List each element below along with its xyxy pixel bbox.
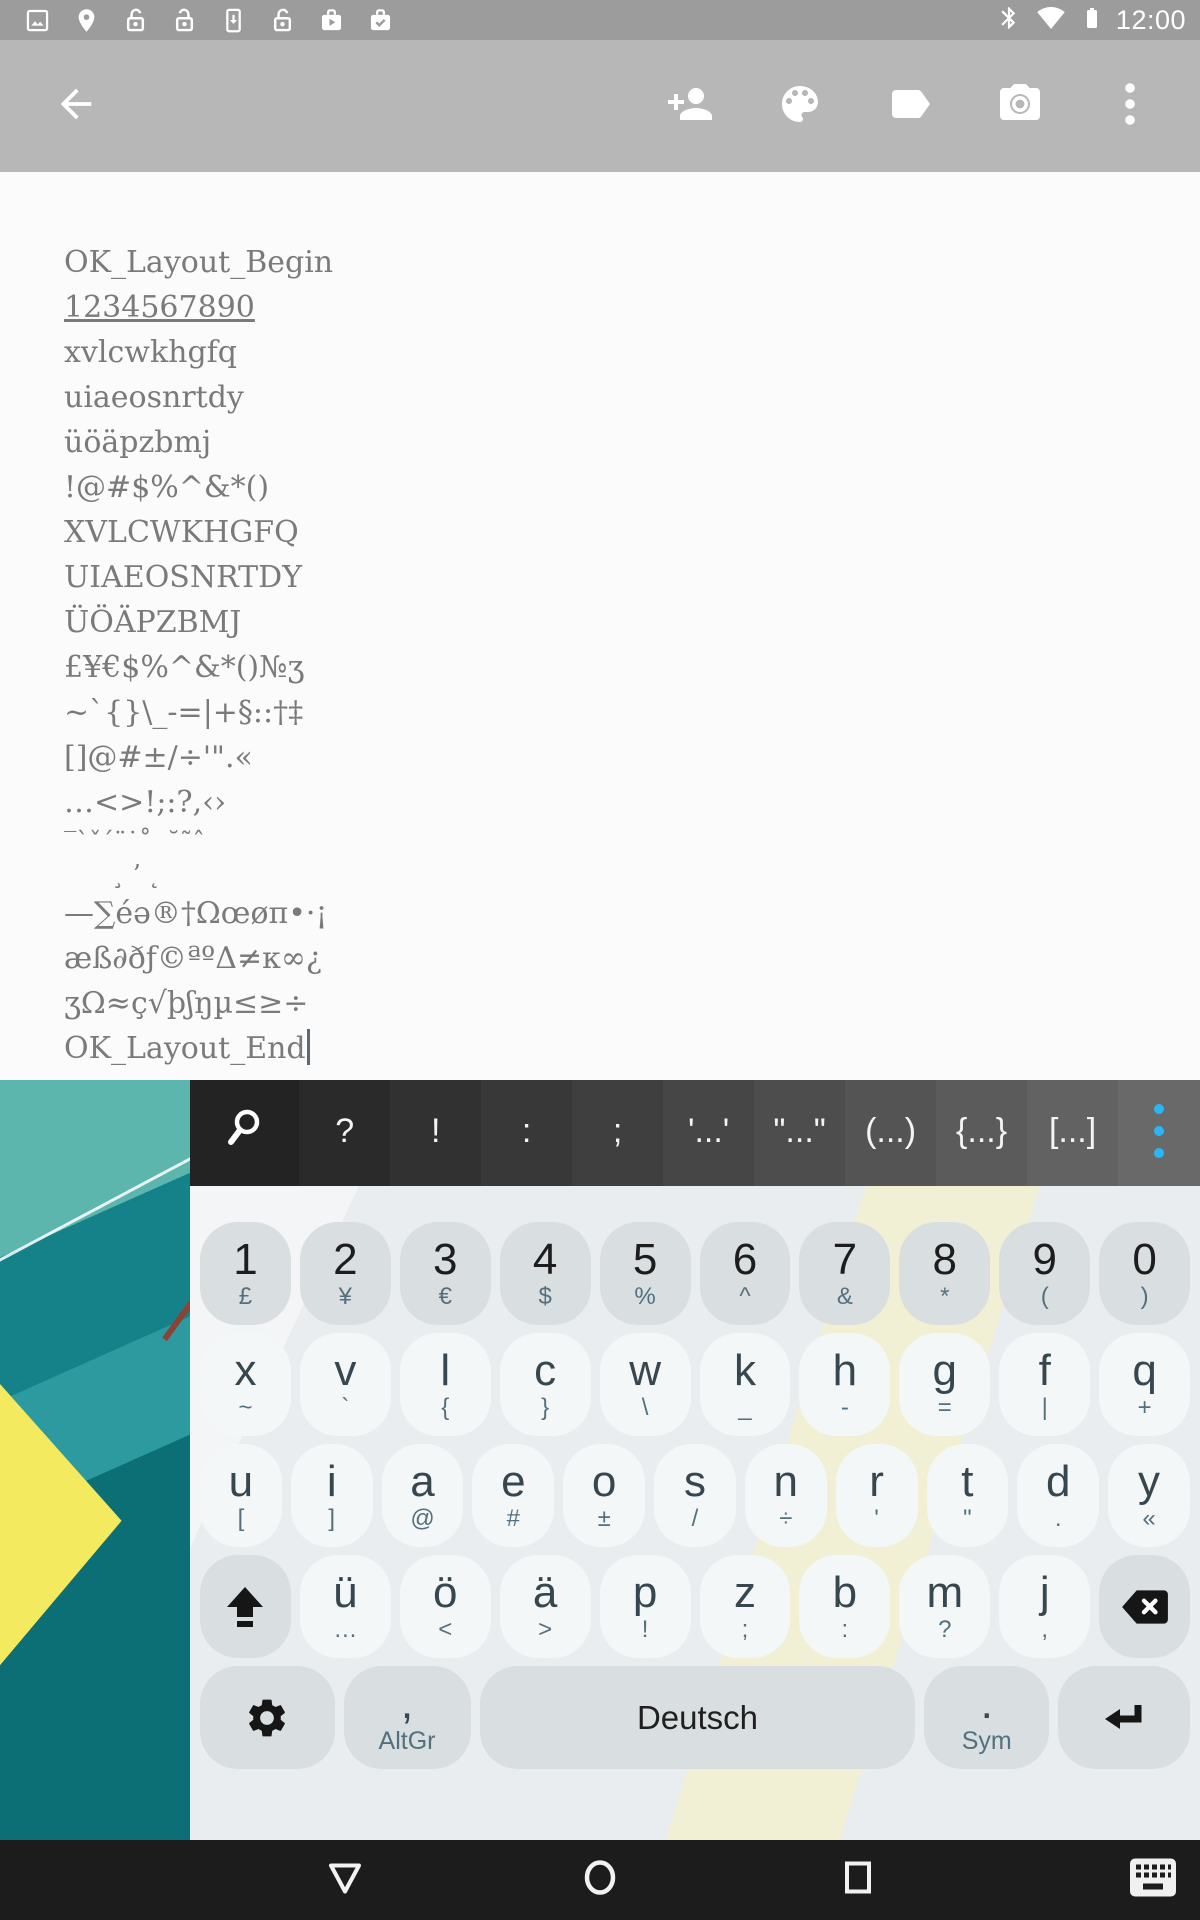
status-bar bbox=[0, 0, 1200, 40]
key-x[interactable] bbox=[200, 1333, 291, 1436]
key-6[interactable] bbox=[700, 1222, 791, 1325]
wifi-icon bbox=[1034, 3, 1068, 38]
text-line: !@#$%^&*() bbox=[64, 470, 270, 505]
key-secondary-label: ] bbox=[328, 1504, 336, 1532]
key-2[interactable] bbox=[300, 1222, 391, 1325]
key-main-label: j bbox=[1039, 1567, 1050, 1617]
text-line: xvlcwkhgfq bbox=[64, 335, 237, 370]
search-icon bbox=[223, 1107, 267, 1156]
suggestion-key-label: [...] bbox=[1048, 1111, 1097, 1150]
suggestion-key[interactable] bbox=[1027, 1080, 1118, 1186]
key-j[interactable] bbox=[999, 1555, 1090, 1658]
key-l[interactable] bbox=[400, 1333, 491, 1436]
key-d[interactable] bbox=[1017, 1444, 1099, 1547]
key-a[interactable] bbox=[382, 1444, 464, 1547]
label-button[interactable] bbox=[886, 82, 934, 130]
suggestion-key[interactable] bbox=[936, 1080, 1027, 1186]
key-b[interactable] bbox=[799, 1555, 890, 1658]
suggestion-key[interactable] bbox=[572, 1080, 663, 1186]
key-secondary-label: , bbox=[1041, 1615, 1049, 1643]
key-secondary-label: _ bbox=[738, 1393, 752, 1421]
key-main-label: 2 bbox=[333, 1234, 358, 1284]
key-main-label: d bbox=[1045, 1456, 1071, 1506]
suggestion-key-label: : bbox=[521, 1111, 532, 1150]
key-main-label: a bbox=[410, 1456, 435, 1506]
camera-icon bbox=[996, 80, 1044, 133]
key-u[interactable] bbox=[200, 1444, 282, 1547]
key-secondary-label: ' bbox=[874, 1504, 879, 1532]
text-line: XVLCWKHGFQ bbox=[64, 515, 299, 550]
key-secondary-label: @ bbox=[410, 1504, 435, 1532]
key-ü[interactable] bbox=[300, 1555, 391, 1658]
key-e[interactable] bbox=[472, 1444, 554, 1547]
suggestion-key[interactable] bbox=[663, 1080, 754, 1186]
key-s[interactable] bbox=[654, 1444, 736, 1547]
key-z[interactable] bbox=[700, 1555, 791, 1658]
suggestion-key-label: ; bbox=[612, 1111, 623, 1150]
key-secondary-label: € bbox=[438, 1282, 452, 1310]
space-key[interactable] bbox=[480, 1666, 916, 1769]
key-main-label: u bbox=[228, 1456, 254, 1506]
backspace-icon bbox=[1120, 1588, 1170, 1626]
key-w[interactable] bbox=[600, 1333, 691, 1436]
key-main-label: l bbox=[440, 1345, 451, 1395]
keyboard-row bbox=[200, 1333, 1190, 1436]
text-line: OK_Layout_End bbox=[64, 1026, 333, 1071]
key-q[interactable] bbox=[1099, 1333, 1190, 1436]
key-y[interactable] bbox=[1108, 1444, 1190, 1547]
palette-button[interactable] bbox=[776, 82, 824, 130]
key-main-label: 6 bbox=[732, 1234, 758, 1284]
palette-icon bbox=[776, 80, 824, 133]
key-m[interactable] bbox=[899, 1555, 990, 1658]
lock-open-notification-icon bbox=[171, 7, 198, 34]
key-ä[interactable] bbox=[500, 1555, 591, 1658]
key-main-label: z bbox=[733, 1567, 756, 1617]
text-line: …<>!;:?,‹› bbox=[64, 785, 227, 820]
key-main-label: n bbox=[773, 1456, 799, 1506]
key-main-label: ö bbox=[433, 1567, 458, 1617]
key-secondary-label: > bbox=[538, 1615, 553, 1643]
key-main-label: , bbox=[400, 1678, 414, 1728]
keyboard-row bbox=[200, 1666, 1190, 1769]
key-secondary-label: } bbox=[541, 1393, 550, 1421]
key-main-label: h bbox=[832, 1345, 858, 1395]
text-line: £¥€$%^&*()№ʒ bbox=[64, 650, 305, 685]
enter-icon bbox=[1101, 1697, 1147, 1739]
key-t[interactable] bbox=[927, 1444, 1009, 1547]
key-o[interactable] bbox=[563, 1444, 645, 1547]
key-secondary-label: « bbox=[1142, 1504, 1156, 1532]
work-play-notification-icon bbox=[318, 7, 345, 34]
key-secondary-label: AltGr bbox=[378, 1726, 436, 1755]
shift-icon bbox=[222, 1585, 268, 1629]
altgr-key[interactable] bbox=[344, 1666, 471, 1769]
app-toolbar bbox=[0, 40, 1200, 172]
key-secondary-label: " bbox=[963, 1504, 972, 1532]
nav-recents-button[interactable] bbox=[832, 1852, 884, 1909]
keyboard bbox=[190, 1080, 1200, 1840]
key-secondary-label: \ bbox=[641, 1393, 649, 1421]
keyboard-row bbox=[200, 1444, 1190, 1547]
text-line: æß∂ðƒ©ªºΔ≠κ∞¿ bbox=[64, 941, 322, 976]
settings-key[interactable] bbox=[200, 1666, 335, 1769]
text-line: OK_Layout_Begin bbox=[64, 245, 334, 280]
key-secondary-label: ! bbox=[641, 1615, 649, 1643]
key-main-label: q bbox=[1132, 1345, 1157, 1395]
gear-icon bbox=[244, 1695, 290, 1741]
navigation-bar bbox=[0, 1840, 1200, 1920]
key-secondary-label: ^ bbox=[739, 1282, 751, 1310]
key-main-label: 9 bbox=[1032, 1234, 1057, 1284]
key-7[interactable] bbox=[799, 1222, 890, 1325]
suggestion-key-label: (...) bbox=[865, 1111, 917, 1150]
key-secondary-label: ` bbox=[341, 1393, 350, 1421]
key-main-label: p bbox=[632, 1567, 658, 1617]
add-person-button[interactable] bbox=[666, 82, 714, 130]
text-line: ʒΩ≈ç√þʃŋµ≤≥÷ bbox=[64, 986, 309, 1021]
key-main-label: i bbox=[326, 1456, 337, 1506]
key-secondary-label: - bbox=[840, 1393, 849, 1421]
key-main-label: b bbox=[832, 1567, 858, 1617]
suggestion-key-label: ! bbox=[430, 1111, 441, 1150]
key-secondary-label: # bbox=[506, 1504, 521, 1532]
key-secondary-label: ? bbox=[938, 1615, 952, 1643]
key-secondary-label: = bbox=[937, 1393, 952, 1421]
key-secondary-label: * bbox=[940, 1282, 950, 1310]
key-secondary-label: Sym bbox=[961, 1726, 1012, 1755]
key-p[interactable] bbox=[600, 1555, 691, 1658]
key-main-label: 4 bbox=[532, 1234, 558, 1284]
key-9[interactable] bbox=[999, 1222, 1090, 1325]
clock: 12:00 bbox=[1115, 4, 1186, 35]
bluetooth-icon bbox=[996, 3, 1022, 38]
notification-icons bbox=[0, 7, 996, 34]
key-main-label: 0 bbox=[1132, 1234, 1157, 1284]
add-person-icon bbox=[666, 80, 714, 133]
text-line: ÜÖÄPZBMJ bbox=[64, 605, 242, 640]
key-h[interactable] bbox=[799, 1333, 890, 1436]
wallpaper-red-line bbox=[162, 1265, 190, 1341]
space-key-language-label: Deutsch bbox=[636, 1699, 759, 1736]
location-notification-icon bbox=[73, 7, 100, 34]
nav-home-button[interactable] bbox=[574, 1852, 626, 1909]
key-secondary-label: & bbox=[836, 1282, 853, 1310]
back-arrow-icon bbox=[53, 81, 99, 132]
key-c[interactable] bbox=[500, 1333, 591, 1436]
wallpaper bbox=[0, 1080, 190, 1840]
key-main-label: k bbox=[733, 1345, 756, 1395]
key-n[interactable] bbox=[745, 1444, 827, 1547]
key-main-label: g bbox=[932, 1345, 958, 1395]
key-main-label: 1 bbox=[233, 1234, 258, 1284]
key-main-label: 8 bbox=[932, 1234, 958, 1284]
key-secondary-label: { bbox=[441, 1393, 450, 1421]
text-line: 1234567890 bbox=[64, 290, 255, 325]
text-line: UIAEOSNRTDY bbox=[64, 560, 303, 595]
key-secondary-label: % bbox=[634, 1282, 656, 1310]
key-g[interactable] bbox=[899, 1333, 990, 1436]
key-secondary-label: / bbox=[691, 1504, 699, 1532]
search-key[interactable] bbox=[190, 1080, 299, 1186]
text-editor-area[interactable] bbox=[0, 172, 1200, 1080]
key-secondary-label: ± bbox=[597, 1504, 611, 1532]
toolbar-actions bbox=[666, 82, 1154, 130]
key-main-label: ü bbox=[333, 1567, 358, 1617]
text-line: uiaeosnrtdy bbox=[64, 380, 244, 415]
key-main-label: c bbox=[534, 1345, 557, 1395]
system-status-icons bbox=[996, 2, 1200, 39]
camera-button[interactable] bbox=[996, 82, 1044, 130]
shift-key[interactable] bbox=[200, 1555, 291, 1658]
key-ö[interactable] bbox=[400, 1555, 491, 1658]
sym-key[interactable] bbox=[924, 1666, 1049, 1769]
keyboard-row bbox=[200, 1555, 1190, 1658]
key-0[interactable] bbox=[1099, 1222, 1190, 1325]
key-secondary-label: ÷ bbox=[779, 1504, 793, 1532]
key-main-label: 7 bbox=[832, 1234, 858, 1284]
key-secondary-label: [ bbox=[237, 1504, 245, 1532]
key-main-label: . bbox=[980, 1678, 993, 1728]
text-line: ‾ˋˇˊ¨˙˚ ˘˜ˆ bbox=[64, 827, 205, 856]
enter-key[interactable] bbox=[1058, 1666, 1190, 1769]
key-f[interactable] bbox=[999, 1333, 1090, 1436]
suggestion-key-label: '...' bbox=[687, 1111, 730, 1150]
key-main-label: f bbox=[1038, 1345, 1051, 1395]
key-main-label: v bbox=[334, 1345, 357, 1395]
lock-open-notification-icon bbox=[269, 7, 296, 34]
key-secondary-label: £ bbox=[238, 1282, 253, 1310]
key-v[interactable] bbox=[300, 1333, 391, 1436]
wallpaper-white-line bbox=[0, 1130, 190, 1273]
key-k[interactable] bbox=[700, 1333, 791, 1436]
keyboard-suggestion-row bbox=[190, 1080, 1200, 1186]
key-secondary-label: … bbox=[333, 1615, 358, 1643]
key-secondary-label: : bbox=[841, 1615, 849, 1643]
overflow-dots-icon bbox=[1154, 1104, 1164, 1158]
label-icon bbox=[886, 80, 934, 133]
key-secondary-label: ¥ bbox=[338, 1282, 353, 1310]
key-main-label: t bbox=[961, 1456, 974, 1506]
key-8[interactable] bbox=[899, 1222, 990, 1325]
key-secondary-label: $ bbox=[538, 1282, 552, 1310]
key-secondary-label: ; bbox=[741, 1615, 749, 1643]
key-secondary-label: . bbox=[1054, 1504, 1062, 1532]
back-button[interactable] bbox=[52, 82, 100, 130]
key-4[interactable] bbox=[500, 1222, 591, 1325]
text-line: []@#±/÷'".« bbox=[64, 740, 253, 775]
wallpaper-yellow-shape bbox=[0, 1080, 190, 1840]
key-secondary-label: < bbox=[438, 1615, 453, 1643]
key-5[interactable] bbox=[600, 1222, 691, 1325]
text-line: üöäpzbmj bbox=[64, 425, 212, 460]
suggestion-key-label: "..." bbox=[773, 1111, 826, 1150]
key-main-label: s bbox=[683, 1456, 706, 1506]
install-notification-icon bbox=[220, 7, 247, 34]
lock-open-notification-icon bbox=[122, 7, 149, 34]
text-cursor bbox=[307, 1029, 310, 1065]
text-line: ¸ ʼ ˛ bbox=[64, 860, 161, 889]
key-3[interactable] bbox=[400, 1222, 491, 1325]
key-secondary-label: ) bbox=[1140, 1282, 1149, 1310]
more-symbols-key[interactable] bbox=[1118, 1080, 1200, 1186]
key-main-label: y bbox=[1138, 1456, 1161, 1506]
overflow-menu-button[interactable] bbox=[1106, 82, 1154, 130]
key-main-label: ä bbox=[532, 1567, 558, 1617]
suggestion-key-label: ? bbox=[335, 1111, 355, 1150]
key-1[interactable] bbox=[200, 1222, 291, 1325]
suggestion-key-label: {...} bbox=[956, 1111, 1008, 1150]
key-main-label: x bbox=[234, 1345, 257, 1395]
battery-icon bbox=[1080, 2, 1104, 39]
backspace-key[interactable] bbox=[1099, 1555, 1190, 1658]
suggestion-key[interactable] bbox=[299, 1080, 390, 1186]
keyboard-row bbox=[200, 1222, 1190, 1325]
key-main-label: o bbox=[591, 1456, 617, 1506]
key-main-label: w bbox=[629, 1345, 661, 1395]
keyboard-rows bbox=[190, 1186, 1200, 1769]
text-line: —∑éə®†Ωœøπ•·¡ bbox=[64, 896, 328, 931]
key-main-label: 5 bbox=[632, 1234, 658, 1284]
key-main-label: 3 bbox=[433, 1234, 458, 1284]
key-main-label: m bbox=[926, 1567, 964, 1617]
document-text bbox=[64, 240, 333, 1071]
key-main-label: r bbox=[869, 1456, 884, 1506]
key-secondary-label: ( bbox=[1040, 1282, 1049, 1310]
key-secondary-label: | bbox=[1041, 1393, 1048, 1421]
suggestion-key[interactable] bbox=[481, 1080, 572, 1186]
text-line: ~`{}\_-=|+§::†‡ bbox=[64, 695, 304, 730]
suggestion-key[interactable] bbox=[845, 1080, 936, 1186]
key-secondary-label: ~ bbox=[238, 1393, 253, 1421]
key-secondary-label: + bbox=[1137, 1393, 1152, 1421]
key-main-label: e bbox=[501, 1456, 526, 1506]
image-notification-icon bbox=[24, 7, 51, 34]
key-i[interactable] bbox=[291, 1444, 373, 1547]
work-check-notification-icon bbox=[367, 7, 394, 34]
overflow-menu-icon bbox=[1123, 80, 1137, 133]
suggestion-key[interactable] bbox=[390, 1080, 481, 1186]
suggestion-key[interactable] bbox=[754, 1080, 845, 1186]
key-r[interactable] bbox=[836, 1444, 918, 1547]
nav-back-button[interactable] bbox=[319, 1852, 371, 1909]
nav-keyboard-select-button[interactable] bbox=[1127, 1856, 1179, 1905]
